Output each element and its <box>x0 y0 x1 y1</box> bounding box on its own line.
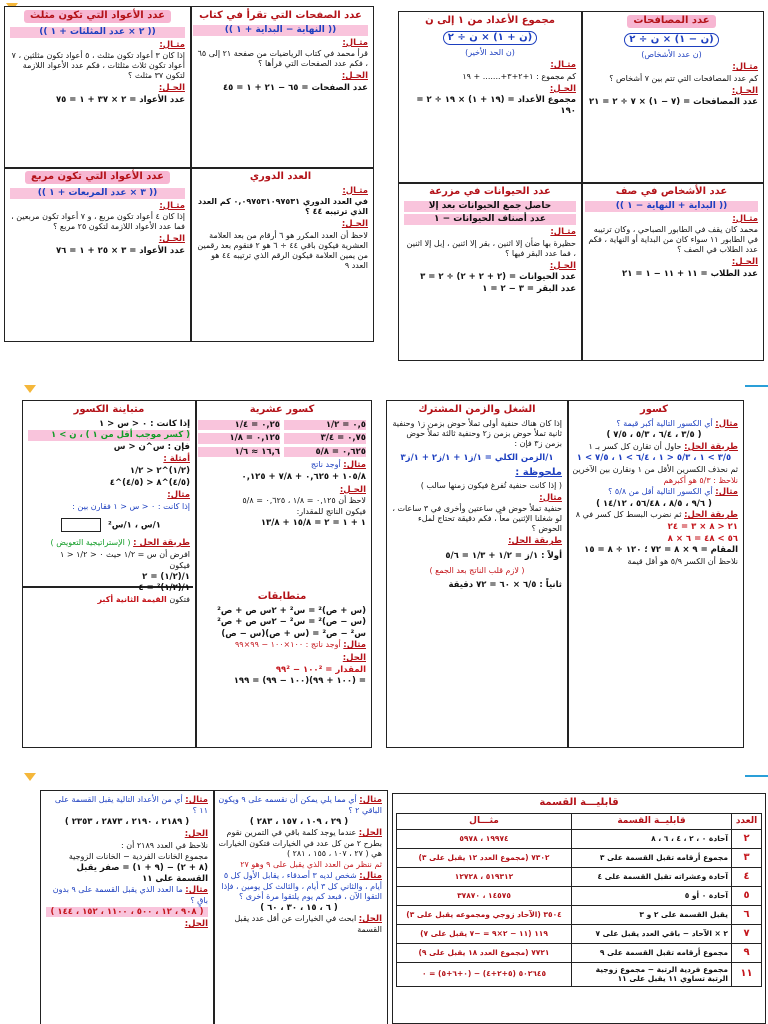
table-row <box>397 829 762 848</box>
table-row <box>397 867 762 886</box>
solution-label: الحـل: <box>158 83 185 94</box>
example-label: مثال: <box>185 795 208 805</box>
question-text: أي الكسور التالية أكبر قيمة ؟ <box>616 418 713 428</box>
example-text: حنفية تملأ حوض في ساعتين وأخرى في ٣ ساعات ، لو شغلنا الإثنين معاً ، فكم دقيقة تحتاج لملء الحوض ؟ <box>392 504 562 534</box>
rule-cell: آحادة ٠ ، ٢ ، ٤ ، ٦ ، ٨ <box>572 829 732 848</box>
rule-line: إذا كانت : ٠ < س < ١ <box>98 418 190 429</box>
column-header: مثـــال <box>397 813 572 829</box>
example-text: إذا كان ٣ أعواد تكون مثلث ، ٥ أعواد تكون مثلثين ، ٧ أعواد تكون ثلاث مثلثات ، فكم عدد الأعواد اللازمة لتكون ٣٧ مثلث ؟ <box>11 51 185 81</box>
card-title: عدد الصفحات التي تقرأ في كتاب <box>199 10 362 21</box>
table-row <box>397 962 762 986</box>
final-answer: القيمة الثانية أكبر <box>97 594 167 604</box>
solution-text: ابحث في الخيارات عن أقل عدد يقبل القسمة <box>234 914 382 934</box>
method-text: ( الإستراتيجية التعويض ) <box>50 537 131 547</box>
example-line: (٤/٥)^٨ < (٤/٥)^٤ <box>109 477 190 488</box>
formula-box: (ن − ١) × ن ÷ ٢ <box>624 33 718 48</box>
card-rule: (( البداية + النهاية − ١ )) <box>585 201 758 212</box>
card-animals <box>399 183 581 361</box>
compare-blank-box <box>61 518 101 532</box>
options-text: ( ٣/٥ ، ٦/٤ ، ٥/٣ ، ٧/٥ ) <box>606 430 702 441</box>
solution-label: الحـل: <box>341 219 368 230</box>
example-label: مثـال: <box>342 185 368 196</box>
decimal-item: ٠,١٢٥ = ١/٨ <box>198 433 280 444</box>
intro-text: إذا كان هناك حنفية أولى تملأ حوض بزمن ز١ وحنفية ثانية تملأ حوض بزمن ز٢ وحنفية ثالثة تملأ حوض بزمن ز٣ فإن : <box>392 418 562 448</box>
example-text: محمد كان يقف في الطابور الصباحي ، وكان ترتيبه في الطابور ١١ سواء كان من البداية أو النهاية ، فكم عدد الطلاب في الصف ؟ <box>588 225 758 255</box>
note-text: نلاحظ : ٥/٣ هو أكبرهم <box>663 476 738 485</box>
example-cell: ٣٥٠٤ (الآحاد زوجي ومجموعه يقبل على ٣) <box>397 905 572 924</box>
solution-result: (٨ + ٢) − (٩ + ١) = صفر يقبل القسمة على ١١ <box>76 862 208 884</box>
card-title: عدد الأعواد التي تكون مثلث <box>24 10 171 23</box>
options-text: ( ٩٠٨ ، ١٢ ، ٥٠٠ ، ١١٠٠ ، ١٥٢ ، ١٤٤ ) <box>46 907 208 918</box>
card-fractions <box>565 401 743 748</box>
result-text: نلاحظ أن الكسر ٥/٩ هو أقل قيمة <box>627 556 738 566</box>
card-divisible-eleven <box>41 791 213 1024</box>
rule-cell: آحادة ٠ أو ٥ <box>572 886 732 905</box>
solution-label: الحـل: <box>341 71 368 82</box>
card-title: متطابقات <box>257 591 307 602</box>
card-title: كسور <box>639 404 669 415</box>
example-text: حظيرة بها ضأن إلا اثنين ، بقر إلا اثنين ، إبل إلا اثنين ، فما عدد البقر فيها ؟ <box>406 238 576 258</box>
card-periodic <box>188 168 373 342</box>
example-text: قرأ محمد في كتاب الرياضيات من صفحة ٢١ إلى ٦٥ ، فكم عدد الصفحات التي قرأها ؟ <box>197 49 368 69</box>
example-text: أوجد ناتج : ١٠٠×١٠٠ − ٩٩×٩٩ <box>234 640 341 650</box>
card-title: كسور عشرية <box>249 404 315 415</box>
note-text: ثم نحذف الكسرين الأقل من ١ ونقارن بين الآخرين <box>572 465 738 474</box>
divisor-cell: ٢ <box>732 829 762 848</box>
table-header-row <box>397 813 762 829</box>
card-title: الشغل والزمن المشترك <box>418 404 536 415</box>
table-row <box>397 848 762 867</box>
card-rule: عدد أصناف الحيوانات − ١ <box>404 214 576 225</box>
example-text: كم مجموع : ١+٢+٣+....... + ١٩ <box>462 71 576 81</box>
result-line: ١/(١/٢) = ٢ <box>142 571 190 582</box>
decimal-item: ٠,٥ = ١/٢ <box>284 420 366 431</box>
decimal-item: ٠,٧٥ = ٣/٤ <box>284 433 366 444</box>
example-line: (١/٢)^٢ < ١/٢ <box>129 466 190 476</box>
example-cell: ٥١٩٣١٢ ، ١٢٧٢٨ <box>397 867 572 886</box>
sheet-formulas-b <box>398 11 764 361</box>
calc-line: ٥٦ > ٤٨ = ٦ × ٨ <box>667 533 738 544</box>
example-cell: ١٩٩٧٤ ، ٥٩٧٨ <box>397 829 572 848</box>
note-text: ( إذا كانت حنفية تُفرغ فيكون زمنها سالب ) <box>420 480 562 490</box>
step-line: أولاً : ١/ز = ١/٢ + ١/٣ = ٥/٦ <box>445 550 562 561</box>
solution-text: عندما يوجد كلمة باقي في التمرين نقوم بطرح ٢ من كل عدد في الخيارات فتكون الخيارات هي ( ٢٧ ، ١٠٧ ، ١٥٥ ، ٢٨١ ) <box>218 828 382 858</box>
example-text: كم عدد المصافحات التي تتم بين ٧ أشخاص ؟ <box>609 73 758 83</box>
solution-text: عدد المصافحات = (٧ − ١) × ٧ ÷ ٢ = ٢١ <box>588 97 758 108</box>
divisor-cell: ٥ <box>732 886 762 905</box>
divisor-cell: ٩ <box>732 943 762 962</box>
solution-text: عدد الحيوانات = (٢ + ٢ + ٢) ÷ ٢ = ٣ <box>420 272 576 283</box>
card-triangle-sticks <box>5 7 190 167</box>
solution-label: الحل: <box>342 653 366 663</box>
page-marker-icon <box>24 385 36 393</box>
card-title: عدد الأعواد التي تكون مربع <box>25 171 170 184</box>
example-label: مثـال: <box>732 213 758 224</box>
example-label: مثال: <box>343 640 366 651</box>
solution-text: عدد الأعواد = ٣ × ٢٥ + ١ = ٧٦ <box>55 246 185 256</box>
card-rule: (( ٣ × عدد المربعات + ١ )) <box>10 188 185 199</box>
formula-text: ١/الزمن الكلي = ١/ز١ + ١/ز٢ + ١/ز٣ <box>400 452 554 463</box>
card-title: متباينة الكسور <box>73 404 145 415</box>
example-text: شخص لديه ٣ أصدقاء ، يقابل الأول كل ٥ أيام ، والثاني كل ٣ أيام ، والثالث كل يومين ، فإذا التقوا الآن ، فبعد كم يوم يلتقوا مرة أخرى ؟ <box>221 870 382 901</box>
card-decimal-fractions <box>193 401 371 587</box>
solution-label: الحـل: <box>158 234 185 245</box>
sheet-divisibility-a <box>40 790 388 1024</box>
card-title: العدد الدوري <box>249 171 312 182</box>
solution-label: الحـل: <box>339 484 366 495</box>
example-expression: ١٠٥/٨ + ٠,٦٢٥ + ٧/٨ + ٠,١٢٥ <box>241 472 366 482</box>
solution-result: ١ + ١ = ٢ = ١٥/٨ + ١٣/٨ <box>260 518 366 529</box>
example-text: إذا كانت : ٠ < س < ١ فقارن بين : <box>72 501 190 511</box>
method-label: طريقة الحل: <box>684 441 738 452</box>
example-text: أي مما يلي يمكن أن نقسمه على ٩ ويكون الباقي ٢ ؟ <box>218 795 382 815</box>
example-cell: ١١٩ (١١ − ٢×٩ = −٧ يقبل على ٧) <box>397 924 572 943</box>
calc-line: المقام = ٩ × ٨ = ٧٢ ؛ ١٢٠ ÷ ٨ = ١٥ <box>584 545 738 556</box>
example-text: أي من الأعداد التالية يقبل القسمة على ١١ ؟ <box>54 795 208 815</box>
example-label: مثـال: <box>159 200 185 211</box>
divisor-cell: ١١ <box>732 962 762 986</box>
example-label: مثال: <box>343 460 366 471</box>
solution-label: الحـل: <box>731 85 758 96</box>
example-label: مثال: <box>715 487 738 497</box>
solution-text: مجموع الأعداد = (١٩ + ١) × ١٩ ÷ ٢ = ١٩٠ <box>416 95 576 116</box>
options-text: ( ٢٩ ، ١٠٩ ، ١٥٧ ، ٢٨٣ ) <box>249 816 349 827</box>
step-line: ثانياً : ٦/٥ × ٦٠ = ٧٢ دقيقة <box>448 579 562 590</box>
options-text: ( ٩/٦ ، ٨/٥ ، ٥٦/٤٨ ، ١٤/١٢ ) <box>596 498 712 509</box>
rule-cell: آحادة وعشراته تقبل القسمة على ٤ <box>572 867 732 886</box>
solution-text: مجموع الخانات الفردية − الخانات الزوجية <box>68 851 208 861</box>
example-label: مثال: <box>185 885 208 896</box>
example-text: في العدد الدوري ٠,٠٩٧٥٣١٠٩٧٥٣١ كم العدد الذي ترتيبه ٤٤ ؟ <box>198 197 368 217</box>
card-title: عدد المصافحات <box>627 15 715 28</box>
card-handshakes <box>580 12 763 182</box>
rule-line: ( كسر موجب أقل من ١ ) ، ن > ١ <box>28 430 190 441</box>
solution-text: فيكون الناتج للمقدار: <box>296 507 366 517</box>
example-label: مثال: <box>715 418 738 429</box>
table-row <box>397 943 762 962</box>
calc-line: ٢١ < ٨ × ٣ = ٢٤ <box>667 521 738 532</box>
divisibility-table <box>396 813 762 987</box>
column-header: قابليــة القسمة <box>572 813 732 829</box>
divisor-cell: ٣ <box>732 848 762 867</box>
solution-label: الحل: <box>358 828 382 839</box>
sheet-fractions-a <box>22 400 372 748</box>
example-label: مثال: <box>359 870 382 881</box>
card-title: مجموع الأعداد من ١ إلى ن <box>425 15 555 26</box>
divisor-cell: ٧ <box>732 924 762 943</box>
card-work-time <box>387 401 567 748</box>
rule-cell: مجموع أرقامه تقبل القسمة على ٣ <box>572 848 732 867</box>
solution-label: الحل: <box>184 919 208 930</box>
table-row <box>397 905 762 924</box>
options-text: ( ٦ ، ١٥ ، ٣٠ ، ٦٠ ) <box>260 902 338 913</box>
identity-line: س² − ص² = (س + ص)(س − ص) <box>221 628 366 639</box>
decimal-item: ٠,٦٢٥ = ٥/٨ <box>284 447 366 458</box>
card-pages <box>188 7 373 167</box>
solution-result: ثم ننظر من العدد الذي يقبل على ٩ وهو ٢٧ <box>240 859 382 869</box>
table-title: قابليـــة القسمة <box>539 797 619 808</box>
options-text: ( ٢١٨٩ ، ٢١٩٠ ، ٢٨٧٣ ، ٢٣٥٣ ) <box>64 816 190 827</box>
decimal-item: ١٦,٦ ≈ ١/٦ <box>198 447 280 458</box>
divisor-cell: ٦ <box>732 905 762 924</box>
example-text: إذا كان ٤ أعواد تكون مربع ، و ٧ أعواد تكون مربعين ، فما عدد الأعواد اللازمة لتكون ٢٥ مربع ؟ <box>11 212 185 232</box>
example-cell: ٥٠٢٦٤٥ (٥+٢+٤) − (٠+٦+٥) = ٠ <box>397 962 572 986</box>
formula-note: (ن الحد الأخير) <box>465 48 515 57</box>
card-title: عدد الأشخاص في صف <box>615 186 728 197</box>
solution-text: عدد الصفحات = ٦٥ − ٢١ + ١ = ٤٥ <box>222 83 368 93</box>
solution-text: نلاحظ في العدد ٢١٨٩ أن : <box>120 840 208 850</box>
rule-cell: مجموع فردية الرتبة − مجموع زوجية الرتبة تساوي ١١ يقبل على ١١ <box>572 962 732 986</box>
method-text: ثم نضرب البسط كل كسر في ٨ <box>575 510 682 520</box>
solution-text: لاحظ أن ٠,١٢٥ = ١/٨ ، ٠,٦٢٥ = ٥/٨ <box>242 496 366 506</box>
formula-note: (ن عدد الأشخاص) <box>641 50 702 59</box>
example-label: مثال: <box>539 492 562 503</box>
solution-label: الحل: <box>358 914 382 925</box>
sheet-divisibility-table <box>392 793 766 1024</box>
page-edge-stroke <box>745 385 768 387</box>
example-cell: ٧٣٠٢ (مجموع العدد ١٢ يقبل على ٣) <box>397 848 572 867</box>
solution-text: = (١٠٠ + ٩٩)(١٠٠ − ٩٩) = ١٩٩ <box>233 676 366 687</box>
divisor-cell: ٤ <box>732 867 762 886</box>
then-text: فيكون <box>169 560 190 570</box>
solution-text: عدد البقر = ٣ − ٢ = ١ <box>482 283 576 294</box>
sheet-formulas-a <box>4 6 374 342</box>
solution-label: الحل: <box>184 829 208 840</box>
solution-text: عدد الطلاب = ١١ + ١١ − ١ = ٢١ <box>622 269 758 279</box>
card-sum-numbers <box>399 12 581 182</box>
card-identities <box>193 588 371 748</box>
example-label: مثـال: <box>732 62 758 72</box>
rule-line: فإن : س^ن < س <box>113 441 190 452</box>
method-text: حاول أن تقارن كل كسر بـ ١ <box>588 441 682 451</box>
decimal-item: ٠,٢٥ = ١/٤ <box>198 420 280 431</box>
card-rule: حاصل جمع الحيوانات بعد إلا <box>404 201 576 212</box>
solution-text: المقدار = ١٠٠² − ٩٩² <box>275 664 366 675</box>
example-text: أوجد ناتج <box>310 460 341 470</box>
solution-text: عدد الأعواد = ٢ × ٣٧ + ١ = ٧٥ <box>55 95 185 105</box>
example-label: مثـال: <box>550 60 576 70</box>
method-label: طريقة الحل: <box>684 510 738 521</box>
solution-label: طريقة الحل: <box>508 536 562 547</box>
card-remainder <box>211 791 387 1024</box>
solution-label: الحـل: <box>549 83 576 94</box>
table-row <box>397 886 762 905</box>
solution-text: لاحظ أن العدد المكرر هو ٦ أرقام من بعد العلامة العشرية فيكون باقي ٤٤ ÷ ٦ هو ٢ فنقوم بعد رقمين من يمين العلامة فيكون الرقم الذي ترتيبه ٤٤ هو العدد ٩ <box>197 230 368 270</box>
identity-line: (س + ص)² = س² + ٢س ص + ص² <box>217 605 366 616</box>
question-text: أي الكسور التالية أقل من ٥/٨ ؟ <box>608 487 713 496</box>
formula-box: (ن + ١) × ن ÷ ٢ <box>443 31 537 46</box>
step-note: ( لازم قلب الناتج بعد الجمع ) <box>429 565 525 575</box>
page-marker-icon <box>24 773 36 781</box>
card-rule: (( ٢ × عدد المثلثات + ١ )) <box>10 27 185 38</box>
solution-label: الحـل: <box>731 257 758 268</box>
compare-expression: ١/س ، ١/س² <box>108 520 161 531</box>
example-label: مثـال: <box>159 39 185 50</box>
example-label: مثال: <box>167 490 190 501</box>
card-rule: (( النهاية − البداية + ١ )) <box>193 25 368 36</box>
examples-label: أمثلة : <box>163 454 190 465</box>
example-cell: ٧٧٢١ (مجموع العدد ١٨ يقبل على ٩) <box>397 943 572 962</box>
solution-label: الحـل: <box>549 260 576 271</box>
result-line: ١/(١/٢)² = ٤ <box>138 583 190 594</box>
rule-cell: ٢ × الآحاد − باقي العدد يقبل على ٧ <box>572 924 732 943</box>
column-header: العدد <box>732 813 762 829</box>
compare-line: ٣/٥ > ١ ، ٥/٣ < ١ ، ٦/٤ > ١ ، ٧/٥ > ١ <box>576 453 732 464</box>
method-label: طريقة الحل : <box>133 537 190 548</box>
card-square-sticks <box>5 168 190 342</box>
example-label: مثـال: <box>550 227 576 237</box>
page-edge-stroke <box>745 775 768 777</box>
substitution-text: افرض أن س = ١/٢ حيث ٠ < ١/٢ < ١ <box>60 549 190 559</box>
card-people-row <box>580 183 763 361</box>
note-label: ملحوظة : <box>515 467 562 479</box>
sheet-fractions-b <box>386 400 744 748</box>
rule-cell: مجموع أرقامه تقبل القسمة على ٩ <box>572 943 732 962</box>
example-label: مثال: <box>359 795 382 805</box>
card-fraction-inequality <box>23 401 195 748</box>
example-cell: ١٤٥٧٥ ، ٣٧٨٧٠ <box>397 886 572 905</box>
final-prefix: فتكون <box>169 594 190 604</box>
example-text: ما العدد الذي يقبل القسمة على ٩ بدون باقٍ ؟ <box>52 885 208 905</box>
identity-line: (س − ص)² = س² − ٢س ص + ص² <box>217 617 366 628</box>
table-row <box>397 924 762 943</box>
card-title: عدد الحيوانات في مزرعة <box>429 186 551 197</box>
rule-cell: يقبل القسمة على ٢ و ٣ <box>572 905 732 924</box>
example-label: مثـال: <box>342 37 368 48</box>
